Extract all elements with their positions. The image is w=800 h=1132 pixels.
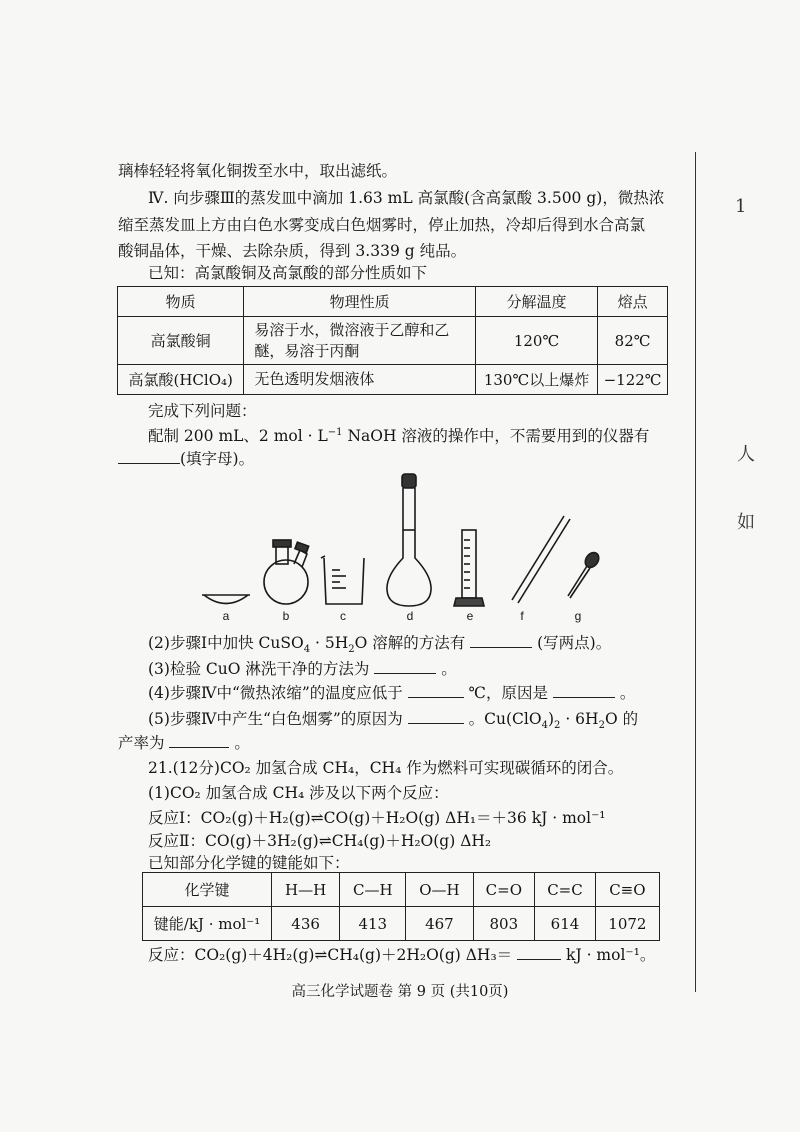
q5-sub2: 2 bbox=[554, 720, 561, 732]
row2-decomp: 130℃以上爆炸 bbox=[475, 365, 597, 395]
header-decomposition-temp: 分解温度 bbox=[475, 287, 597, 317]
q2-sub2: 2 bbox=[348, 644, 355, 656]
q3-text-a: (3)检验 CuO 淋洗干净的方法为 bbox=[148, 660, 370, 678]
value-h-h: 436 bbox=[272, 907, 340, 941]
q5-text-e: O 的 bbox=[604, 710, 639, 728]
row-label-bond-energy: 键能/kJ · mol⁻¹ bbox=[143, 907, 272, 941]
q4-reason-blank[interactable] bbox=[553, 683, 615, 698]
question-5-line-1 bbox=[148, 708, 708, 730]
intro-line-1: 璃棒轻轻将氧化铜拨至水中，取出滤纸。 bbox=[118, 162, 398, 180]
margin-glyph-2: 人 bbox=[737, 444, 755, 465]
q1-text-a: 配制 200 mL、2 mol · L bbox=[148, 427, 328, 445]
q5-text-d: · 6H bbox=[560, 710, 599, 728]
header-c-o-double: C=O bbox=[473, 873, 535, 907]
q2-text-c: O 溶解的方法有 bbox=[354, 634, 466, 652]
row1-name: 高氯酸铜 bbox=[118, 317, 244, 365]
binding-margin-line bbox=[695, 152, 696, 992]
table-row bbox=[143, 907, 660, 941]
page-footer: 高三化学试题卷 第 9 页 (共10页) bbox=[291, 984, 509, 1000]
beaker-icon bbox=[321, 556, 364, 604]
q3-answer-blank[interactable] bbox=[374, 659, 436, 674]
label-g: g bbox=[574, 609, 582, 623]
reaction-3 bbox=[148, 944, 708, 966]
r3-text-b: kJ · mol⁻¹。 bbox=[566, 946, 656, 964]
q3-text-b: 。 bbox=[441, 660, 457, 678]
header-o-h: O—H bbox=[406, 873, 473, 907]
q2-text-b: · 5H bbox=[310, 634, 349, 652]
row1-properties bbox=[244, 317, 476, 365]
evaporating-dish-icon bbox=[204, 595, 248, 604]
label-f: f bbox=[520, 609, 524, 623]
table-row bbox=[118, 317, 668, 365]
header-c-o-triple: C≡O bbox=[595, 873, 659, 907]
q5-text-g: 。 bbox=[234, 734, 250, 752]
dh3-answer-blank[interactable] bbox=[517, 945, 561, 960]
q5-yield-blank[interactable] bbox=[169, 733, 229, 748]
header-h-h: H—H bbox=[272, 873, 340, 907]
q2-answer-blank[interactable] bbox=[470, 633, 532, 648]
row2-properties: 无色透明发烟液体 bbox=[244, 365, 476, 395]
reaction-1: 反应Ⅰ：CO₂(g)＋H₂(g)⇌CO(g)＋H₂O(g) ΔH₁＝＋36 kJ · mol⁻¹ bbox=[148, 809, 606, 827]
q2-text-a: (2)步骤Ⅰ中加快 CuSO bbox=[148, 634, 304, 652]
margin-glyph-3: 如 bbox=[737, 512, 755, 533]
header-bond: 化学键 bbox=[143, 873, 272, 907]
q4-text-b: ℃，原因是 bbox=[468, 684, 549, 702]
properties-table bbox=[117, 286, 668, 395]
header-substance: 物质 bbox=[118, 287, 244, 317]
label-e: e bbox=[466, 609, 474, 623]
r3-text-a: 反应：CO₂(g)＋4H₂(g)⇌CH₄(g)＋2H₂O(g) ΔH₃＝ bbox=[148, 946, 513, 964]
label-c: c bbox=[340, 609, 346, 623]
header-melting-point: 熔点 bbox=[598, 287, 668, 317]
value-c-o-triple: 1072 bbox=[595, 907, 659, 941]
graduated-cylinder-icon bbox=[454, 530, 484, 606]
question-21-head: 21.(12分)CO₂ 加氢合成 CH₄，CH₄ 作为燃料可实现碳循环的闭合。 bbox=[148, 759, 624, 777]
value-c-c-double: 614 bbox=[535, 907, 596, 941]
apparatus-figure bbox=[190, 472, 620, 624]
table-row bbox=[118, 365, 668, 395]
question-2 bbox=[148, 632, 708, 654]
question-21-sub1: (1)CO₂ 加氢合成 CH₄ 涉及以下两个反应： bbox=[148, 784, 449, 802]
intro-line-4: 酸铜晶体，干燥、去除杂质，得到 3.339 g 纯品。 bbox=[118, 242, 467, 260]
question-5-line-2 bbox=[118, 732, 678, 754]
label-b: b bbox=[282, 609, 290, 623]
q4-text-a: (4)步骤Ⅳ中“微热浓缩”的温度应低于 bbox=[148, 684, 403, 702]
q5-text-a: (5)步骤Ⅳ中产生“白色烟雾”的原因为 bbox=[148, 710, 403, 728]
q2-sub: 4 bbox=[303, 644, 311, 656]
q1-text-c: (填字母)。 bbox=[180, 450, 255, 468]
q5-text-f: 产率为 bbox=[118, 734, 165, 752]
intro-line-3: 缩至蒸发皿上方由白色水雾变成白色烟雾时，停止加热，冷却后得到水合高氯 bbox=[118, 216, 646, 234]
q5-text-c: ) bbox=[547, 710, 555, 728]
table-header-row bbox=[143, 873, 660, 907]
q1-answer-blank[interactable] bbox=[118, 449, 180, 464]
label-a: a bbox=[222, 609, 230, 623]
questions-intro: 完成下列问题： bbox=[148, 402, 257, 420]
label-d: d bbox=[406, 609, 414, 623]
question-4 bbox=[148, 682, 708, 704]
value-o-h: 467 bbox=[406, 907, 473, 941]
row1-prop-line2: 醚，易溶于丙酮 bbox=[254, 341, 360, 360]
two-neck-flask-icon bbox=[264, 540, 309, 604]
question-1-line-2 bbox=[118, 448, 678, 470]
q4-temp-blank[interactable] bbox=[408, 683, 464, 698]
bond-energy-intro: 已知部分化学键的键能如下： bbox=[148, 854, 350, 872]
glass-rod-icon bbox=[512, 516, 570, 603]
table-header-row bbox=[118, 287, 668, 317]
q5-text-b: 。Cu(ClO bbox=[468, 710, 542, 728]
q5-sub3: 2 bbox=[598, 720, 605, 732]
q1-superscript: −1 bbox=[327, 426, 343, 438]
intro-line-5: 已知：高氯酸铜及高氯酸的部分性质如下 bbox=[148, 264, 428, 282]
row1-mp: 82℃ bbox=[598, 317, 668, 365]
header-c-c-double: C=C bbox=[535, 873, 596, 907]
reaction-2: 反应Ⅱ：CO(g)＋3H₂(g)⇌CH₄(g)＋H₂O(g) ΔH₂ bbox=[148, 832, 492, 850]
margin-glyph-1: 1 bbox=[735, 196, 747, 217]
header-c-h: C—H bbox=[340, 873, 406, 907]
q5-sub1: 4 bbox=[541, 720, 548, 732]
q1-text-b: NaOH 溶液的操作中，不需要用到的仪器有 bbox=[342, 427, 650, 445]
row1-prop-line1: 易溶于水，微溶液于乙醇和乙 bbox=[254, 320, 450, 339]
value-c-h: 413 bbox=[340, 907, 406, 941]
row2-name: 高氯酸(HClO₄) bbox=[118, 365, 244, 395]
volumetric-flask-icon bbox=[387, 474, 431, 606]
question-3 bbox=[148, 658, 708, 680]
intro-line-2: Ⅳ. 向步骤Ⅲ的蒸发皿中滴加 1.63 mL 高氯酸(含高氯酸 3.500 g)，微热浓 bbox=[148, 189, 665, 207]
header-physical-properties: 物理性质 bbox=[244, 287, 476, 317]
bond-energy-table bbox=[142, 872, 660, 941]
q2-text-d: (写两点)。 bbox=[537, 634, 612, 652]
value-c-o-double: 803 bbox=[473, 907, 535, 941]
q5-reason-blank[interactable] bbox=[408, 709, 464, 724]
row1-decomp: 120℃ bbox=[475, 317, 597, 365]
row2-mp: −122℃ bbox=[598, 365, 668, 395]
q4-text-c: 。 bbox=[619, 684, 636, 702]
question-1-line-1 bbox=[148, 425, 708, 447]
dropper-icon bbox=[568, 550, 602, 598]
